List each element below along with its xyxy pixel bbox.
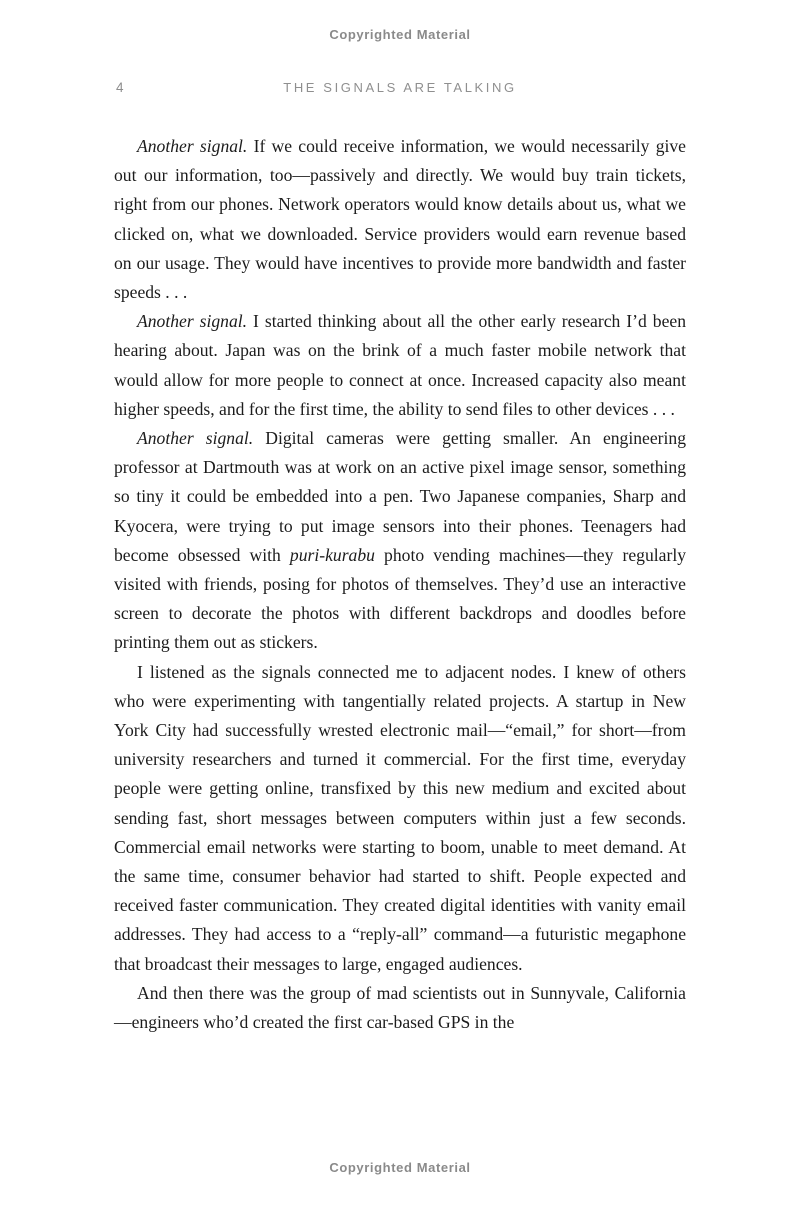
paragraph-segment: I listened as the signals connected me to adjacent nodes. I knew of others who were experimenting with tangentially related projects. A startup in New York City had successfully wrested electronic mail—“email,” for short—from university researchers and turned it commercial. For the first time, everyday people were getting online, transfixed by this new medium and excited about sending fast, short messages between computers within just a few seconds. Commercial email networks were starting to boom, unable to meet demand. At the same time, consumer behavior had started to shift. People expected and received faster communication. They created digital identities with vanity email addresses. They had access to a “reply-all” command—a futuristic megaphone that broadcast their messages to large, engaged audiences. — [114, 661, 686, 974]
paragraph-segment: photo vending machines—they regularly visited with friends, posing for photos of themselves. They’d use an interactive screen to decorate the photos with different backdrops and doodles before printing them out as stickers. — [114, 544, 686, 653]
paragraph-segment-italic: puri-kurabu — [289, 544, 375, 565]
body-text — [114, 132, 686, 1037]
paragraph — [114, 979, 686, 1037]
paragraph-segment: If we could receive information, we would necessarily give out our information, too—passively and directly. We would buy train tickets, right from our phones. Network operators would know details about us, what we clicked on, what we downloaded. Service providers would earn revenue based on our usage. They would have incentives to provide more bandwidth and faster speeds . . . — [114, 136, 686, 303]
paragraph — [114, 307, 686, 424]
paragraph-segment-italic: Another signal. — [137, 136, 248, 156]
page-number: 4 — [116, 80, 125, 95]
paragraph-segment: Digital cameras were getting smaller. An engineering professor at Dartmouth was at work on an active pixel image sensor, something so tiny it could be embedded into a pen. Two Japanese companies, Sharp and Kyocera, were trying to put image sensors into their phones. Teenagers had become obsessed with — [114, 428, 686, 565]
paragraph-segment-italic: Another signal. — [137, 311, 248, 332]
paragraph — [114, 424, 686, 658]
copyright-notice-top: Copyrighted Material — [329, 27, 471, 42]
paragraph-segment-italic: Another signal. — [137, 428, 254, 449]
paragraph — [114, 658, 686, 979]
paragraph-segment: I started thinking about all the other early research I’d been hearing about. Japan was on the brink of a much faster mobile network that would allow for more people to connect at once. Increased capacity also meant higher speeds, and for the first time, the ability to send files to other devices . . . — [114, 311, 686, 419]
paragraph-segment: And then there was the group of mad scientists out in Sunnyvale, California—engineers who’d created the first car-based GPS in the — [114, 982, 686, 1033]
copyright-notice-bottom: Copyrighted Material — [329, 1160, 471, 1175]
page-header — [114, 80, 686, 98]
running-header-title: THE SIGNALS ARE TALKING — [283, 80, 517, 95]
paragraph — [114, 132, 686, 307]
